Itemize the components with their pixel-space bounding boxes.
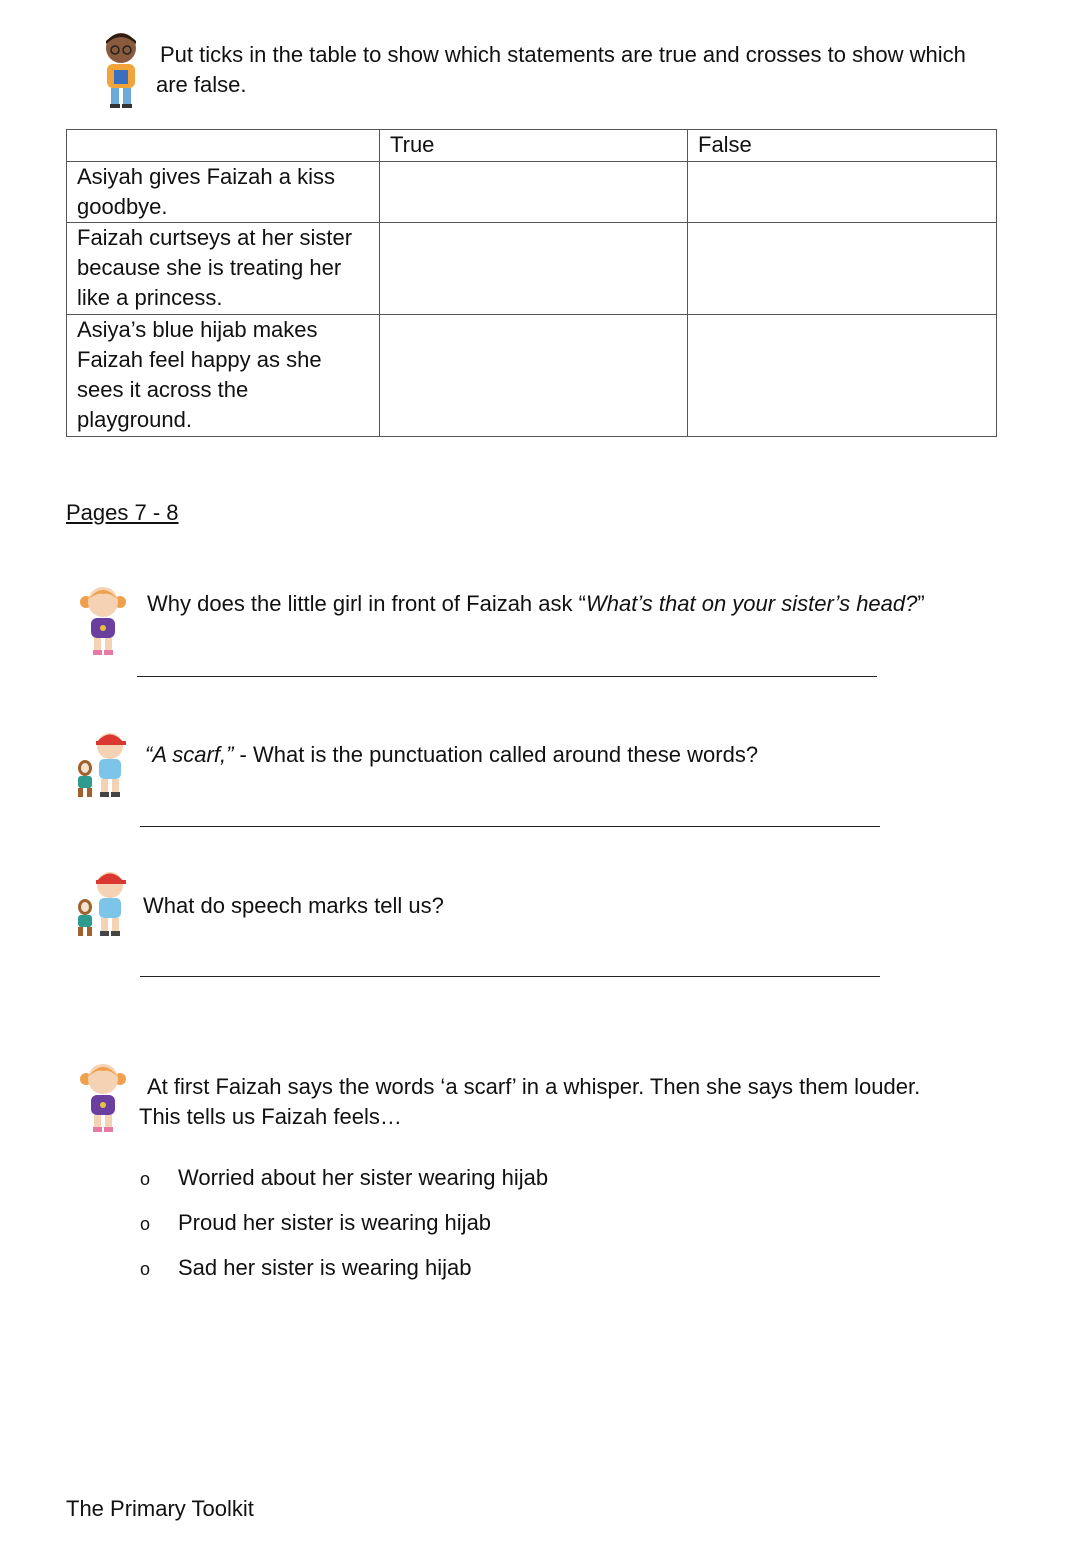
question-1 <box>147 589 925 619</box>
table-row <box>67 223 997 315</box>
option-bullet-icon: o <box>140 1259 151 1279</box>
true-answer-cell[interactable] <box>380 315 688 437</box>
true-answer-cell[interactable] <box>380 162 688 223</box>
false-answer-cell[interactable] <box>688 162 997 223</box>
statement-cell: Faizah curtseys at her sister because she is treating her like a princess. <box>67 223 380 315</box>
table-row <box>67 162 997 223</box>
false-answer-cell[interactable] <box>688 223 997 315</box>
instruction-line-1: Put ticks in the table to show which statements are true and crosses to show which <box>160 42 966 67</box>
question-2 <box>145 740 758 770</box>
answer-line-2[interactable] <box>140 826 880 827</box>
table-header-statement <box>67 130 380 162</box>
boy-with-dog-icon <box>73 726 129 800</box>
table-row <box>67 315 997 437</box>
answer-line-3[interactable] <box>140 976 880 977</box>
option-bullet-icon: o <box>140 1169 151 1189</box>
option-label: Worried about her sister wearing hijab <box>178 1165 549 1190</box>
table-header-true: True <box>380 130 688 162</box>
question-3: What do speech marks tell us? <box>143 893 444 918</box>
answer-line-1[interactable] <box>137 676 877 677</box>
statement-cell: Asiyah gives Faizah a kiss goodbye. <box>67 162 380 223</box>
section-heading: Pages 7 - 8 <box>66 500 179 525</box>
true-false-table <box>66 129 997 437</box>
girl-pigtails-icon <box>78 1061 128 1135</box>
table-header-row <box>67 130 997 162</box>
statement-cell: Asiya’s blue hijab makes Faizah feel happy as she sees it across the playground. <box>67 315 380 437</box>
girl-pigtails-icon <box>78 584 128 658</box>
question-1-prefix: Why does the little girl in front of Faizah ask “ <box>147 591 586 616</box>
option-label: Proud her sister is wearing hijab <box>178 1210 492 1235</box>
question-4-line-2: This tells us Faizah feels… <box>139 1104 402 1129</box>
boy-reader-icon <box>98 32 144 110</box>
question-2-text: - What is the punctuation called around these words? <box>233 742 759 767</box>
option-proud[interactable] <box>140 1208 491 1239</box>
question-1-suffix: ” <box>917 591 925 616</box>
table-header-false: False <box>688 130 997 162</box>
question-2-quote: “A scarf,” <box>145 742 234 767</box>
question-1-quote: What’s that on your sister’s head? <box>585 591 918 616</box>
option-worried[interactable] <box>140 1163 548 1194</box>
option-label: Sad her sister is wearing hijab <box>178 1255 472 1280</box>
false-answer-cell[interactable] <box>688 315 997 437</box>
option-bullet-icon: o <box>140 1214 151 1234</box>
option-sad[interactable] <box>140 1253 471 1284</box>
instruction-line-2: are false. <box>156 72 247 97</box>
footer-text: The Primary Toolkit <box>66 1496 254 1521</box>
true-answer-cell[interactable] <box>380 223 688 315</box>
question-4-line-1: At first Faizah says the words ‘a scarf’ in a whisper. Then she says them louder. <box>147 1074 921 1099</box>
boy-with-dog-icon <box>73 865 129 939</box>
